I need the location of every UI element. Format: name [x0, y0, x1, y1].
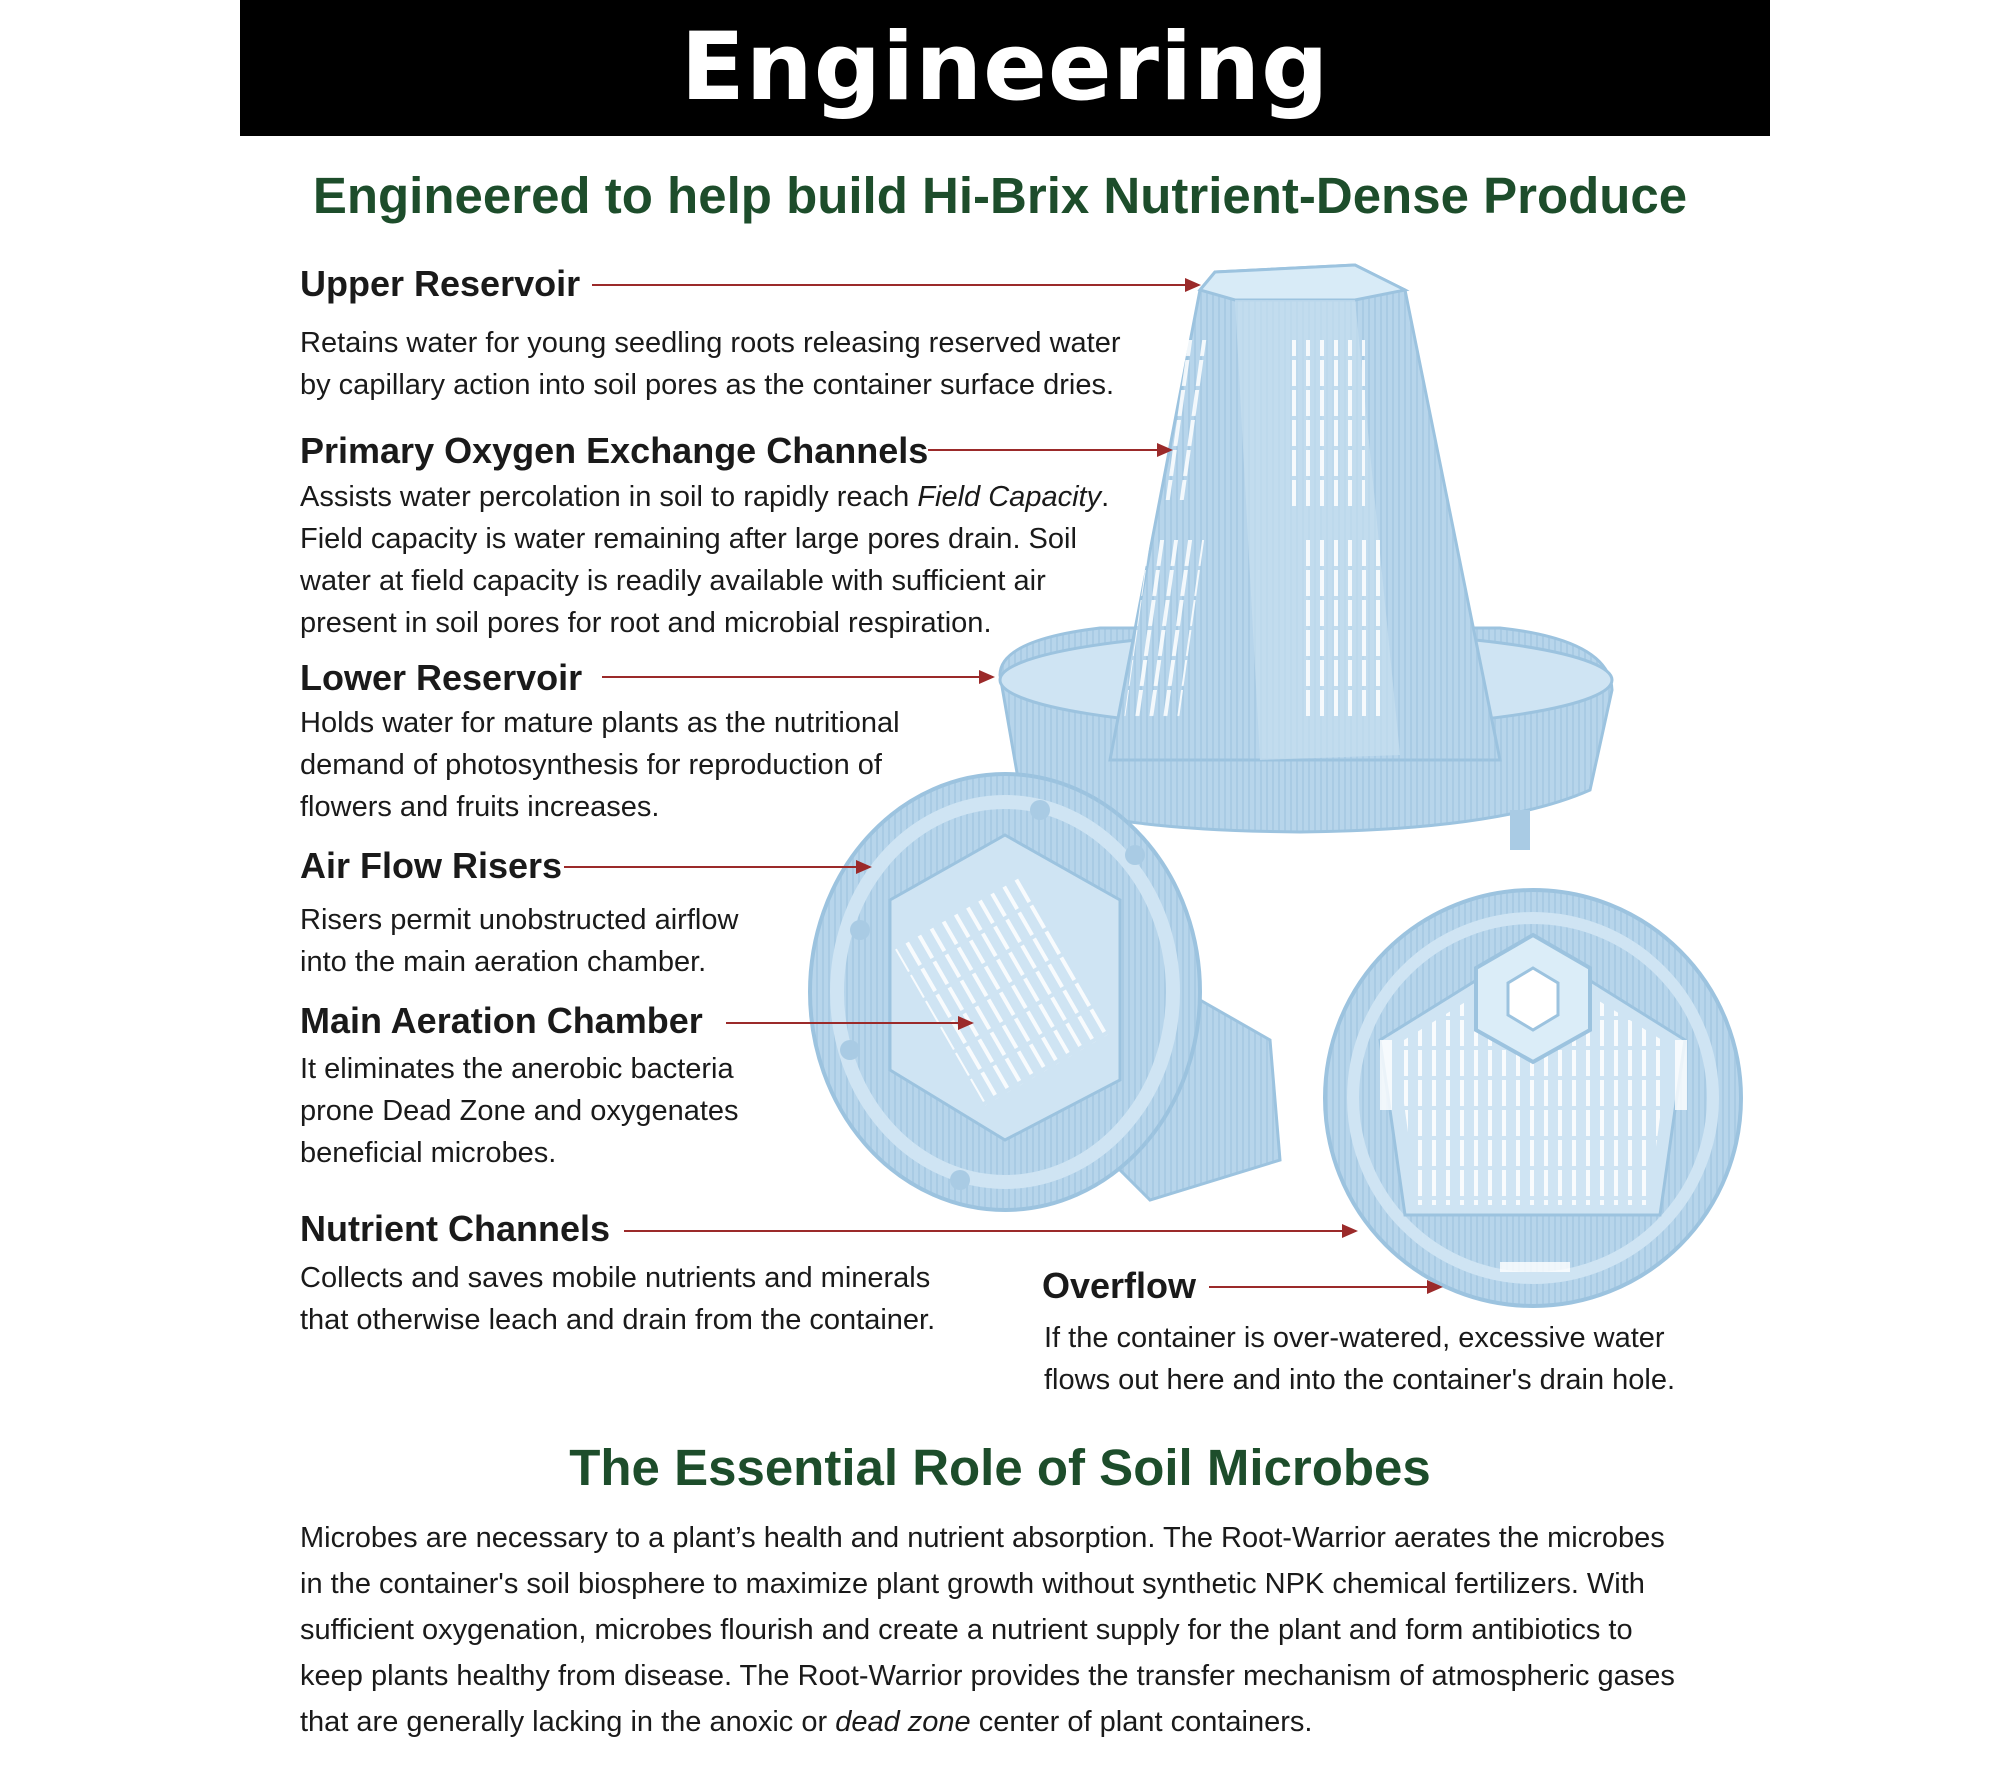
lower-reservoir-title: Lower Reservoir: [300, 657, 583, 698]
oxygen-channels-title: Primary Oxygen Exchange Channels: [300, 430, 929, 471]
upper-reservoir-description: Retains water for young seedling roots releasing reserved water by capillary action into soil pores as the container surface dries.: [300, 327, 1121, 401]
air-flow-risers-title: Air Flow Risers: [300, 845, 563, 886]
overflow-description: If the container is over-watered, excessive water flows out here and into the container's drain hole.: [1044, 1322, 1676, 1396]
microbes-section-title: The Essential Role of Soil Microbes: [569, 1439, 1431, 1496]
banner-title: Engineering: [680, 13, 1330, 122]
upper-reservoir-title: Upper Reservoir: [300, 263, 581, 304]
microbes-paragraph: Microbes are necessary to a plant’s health and nutrient absorption. The Root-Warrior aerates the microbes in the container's soil biosphere to maximize plant growth without synthetic NPK chemical fertilizers. With sufficient oxygenation, microbes flourish and create a nutrient supply for the plant and form antibiotics to keep plants healthy from disease. The Root-Warrior provides the transfer mechanism of atmospheric gases that are generally lacking in the anoxic or dead zone center of plant containers.: [300, 1522, 1675, 1738]
top-view-illustration: [1325, 890, 1741, 1306]
main-aeration-chamber-description: It eliminates the anerobic bacteria prone Dead Zone and oxygenates beneficial microbes.: [300, 1053, 739, 1169]
nutrient-channels-description: Collects and saves mobile nutrients and minerals that otherwise leach and drain from the container.: [300, 1262, 936, 1336]
air-flow-risers-arrow: [564, 866, 870, 868]
headline: Engineered to help build Hi-Brix Nutrient-Dense Produce: [312, 167, 1688, 224]
upper-reservoir-arrow: [592, 284, 1199, 286]
overflow-title: Overflow: [1042, 1265, 1197, 1306]
oxygen-channels-description: Assists water percolation in soil to rapidly reach Field Capacity. Field capacity is water remaining after large pores drain. Soil water at field capacity is readily available with sufficient air present in soil pores for root and microbial respiration.: [300, 481, 1110, 639]
oxygen-channels-arrow: [928, 449, 1171, 451]
main-aeration-chamber-title: Main Aeration Chamber: [300, 1000, 703, 1041]
lower-reservoir-arrow: [602, 676, 993, 678]
lower-reservoir-description: Holds water for mature plants as the nutritional demand of photosynthesis for reproduction of flowers and fruits increases.: [300, 707, 900, 823]
nutrient-channels-arrow: [624, 1230, 1356, 1232]
main-aeration-chamber-arrow: [726, 1022, 972, 1024]
bottom-view-illustration: [810, 774, 1280, 1210]
nutrient-channels-title: Nutrient Channels: [300, 1208, 611, 1249]
air-flow-risers-description: Risers permit unobstructed airflow into the main aeration chamber.: [300, 904, 739, 978]
overflow-arrow: [1209, 1286, 1441, 1288]
